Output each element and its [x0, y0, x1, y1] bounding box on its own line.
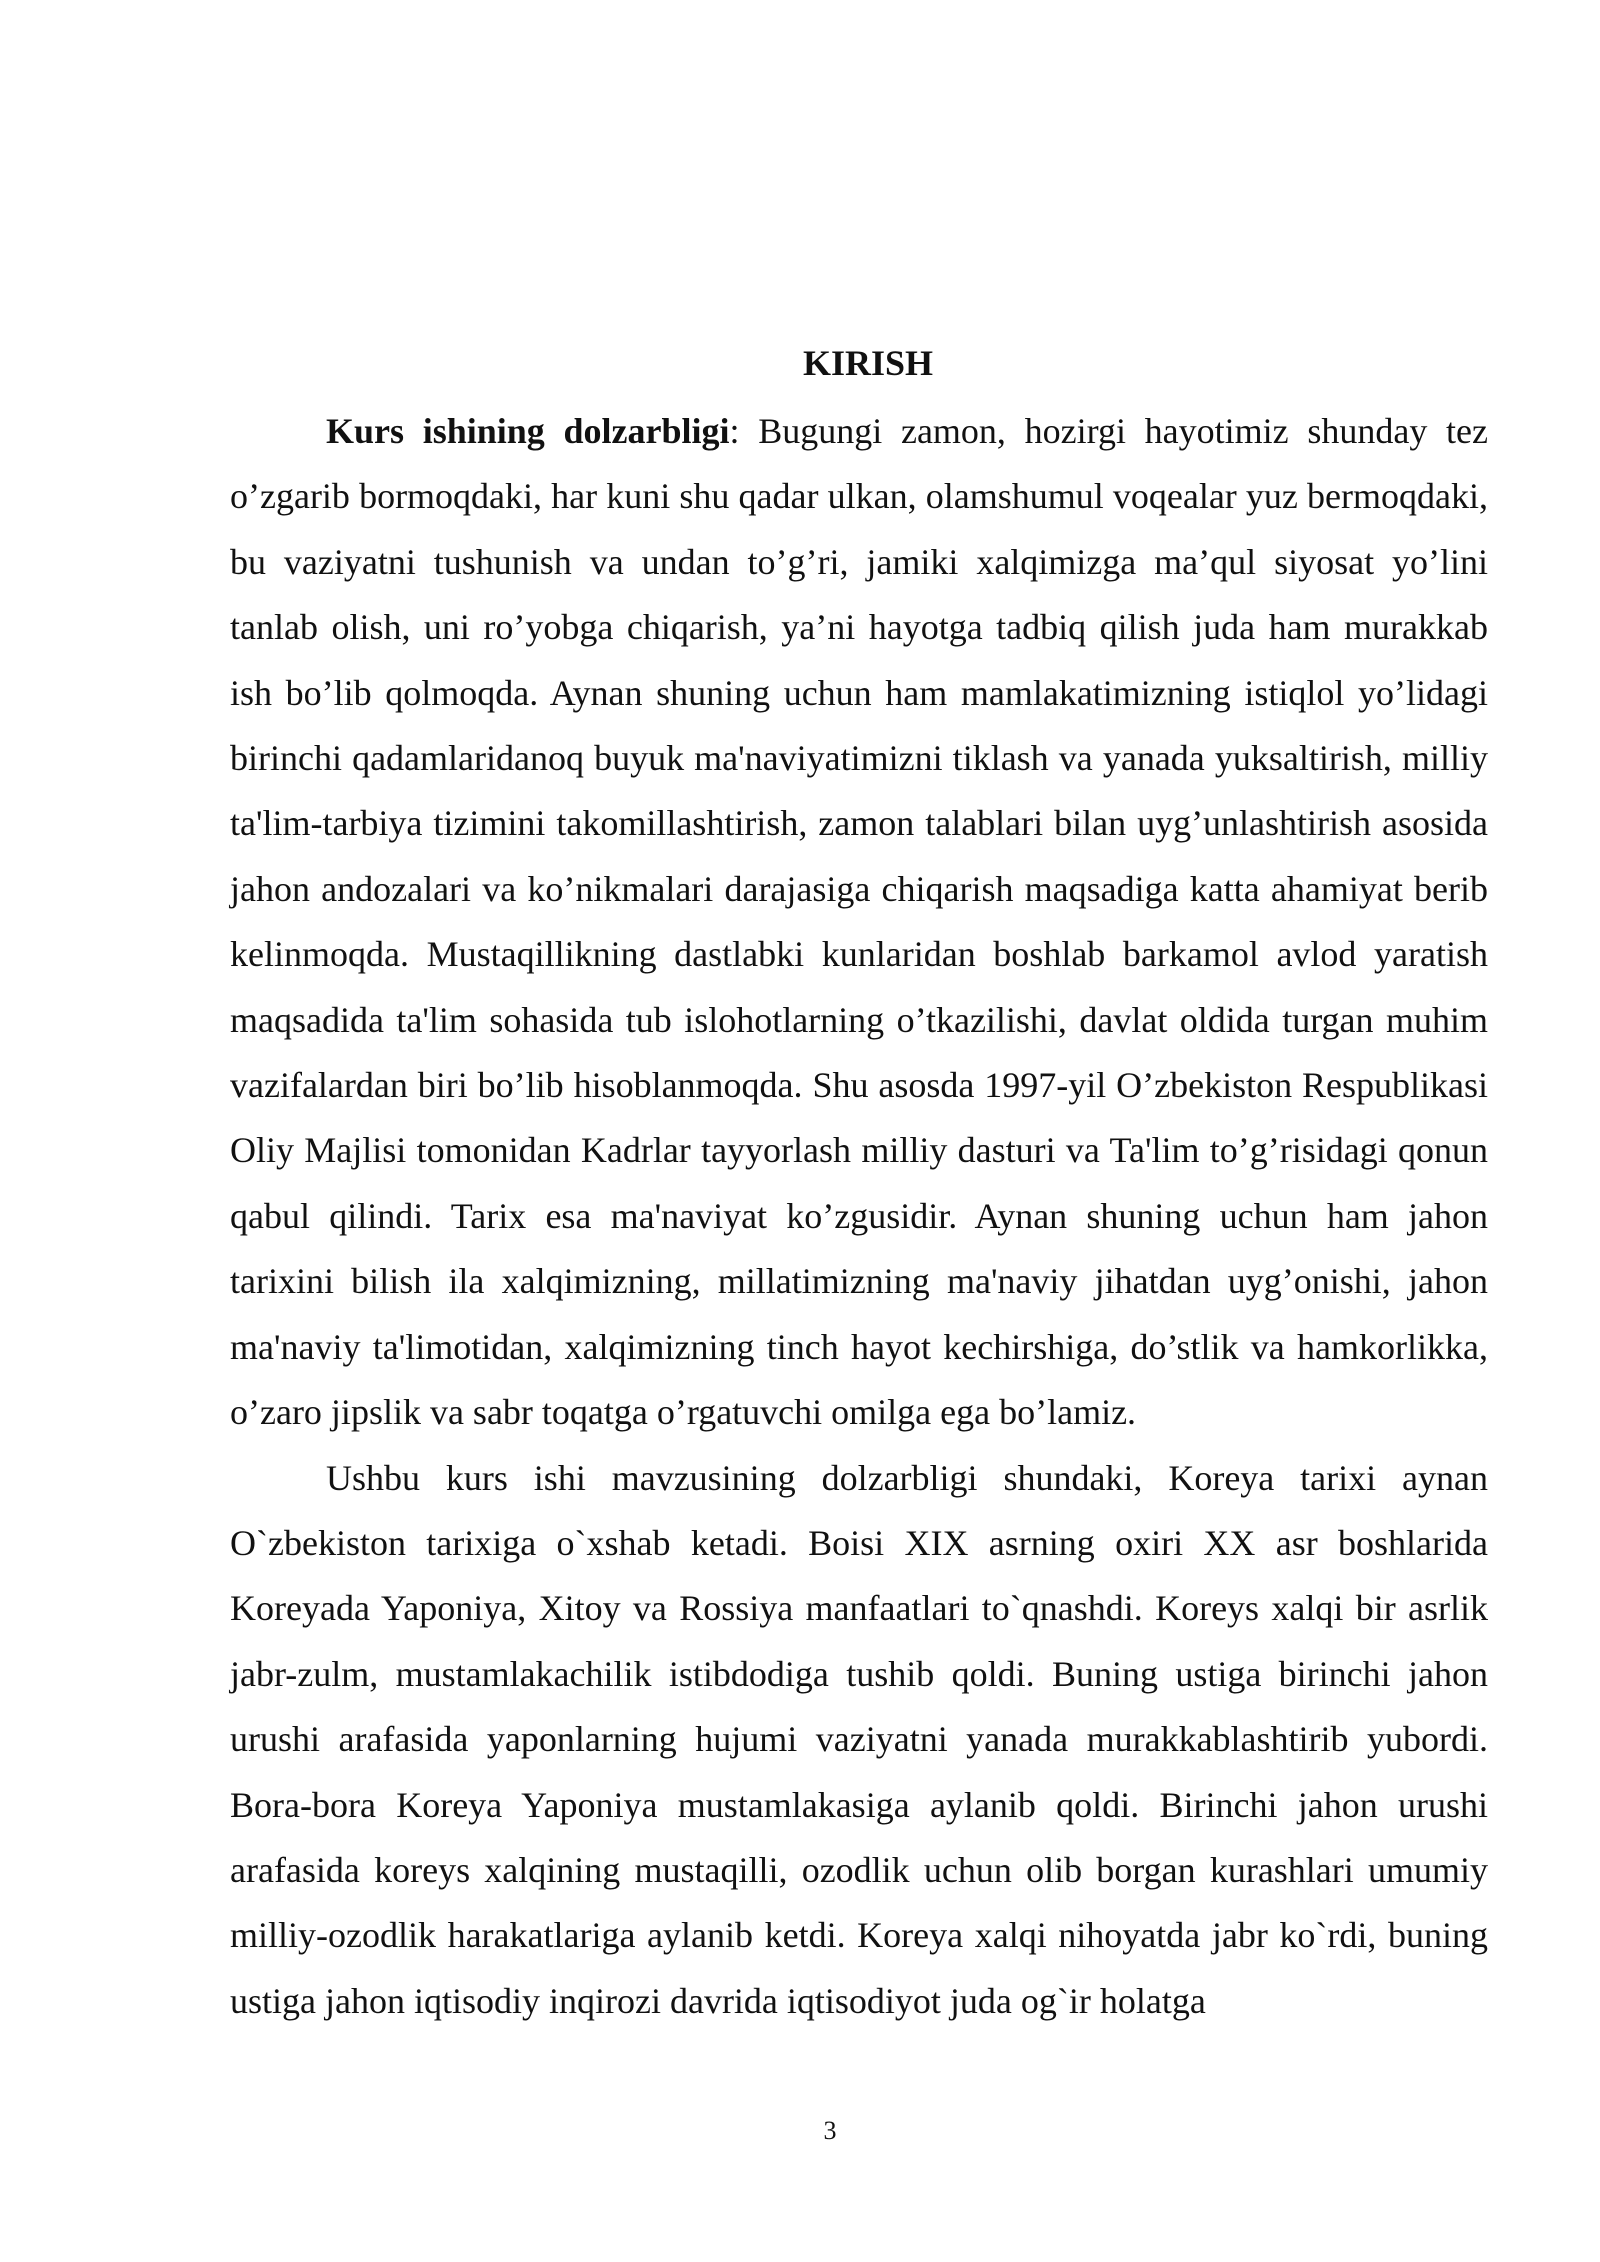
paragraph-lead-term: Kurs ishining dolzarbligi — [326, 411, 730, 451]
page-content — [230, 333, 1488, 2034]
page-number: 3 — [823, 2116, 837, 2145]
section-heading: KIRISH — [802, 343, 934, 383]
paragraph-topic-relevance: Ushbu kurs ishi mavzusining dolzarbligi shundaki, Koreya tarixi aynan O`zbekiston tarixiga o`xshab ketadi. Boisi XIX asrning oxiri XX asr boshlarida Koreyada Yaponiya, Xitoy va Rossiya manfaatlari to`qnashdi. Koreys xalqi bir asrlik jabr-zulm, mustamlakachilik istibdodiga tushib qoldi. Buning ustiga birinchi jahon urushi arafasida yaponlarning hujumi vaziyatni yanada murakkablashtirib yubordi. Bora-bora Koreya Yaponiya mustamlakasiga aylanib qoldi. Birinchi jahon urushi arafasida koreys xalqining mustaqilli, ozodlik uchun olib borgan kurashlari umumiy milliy-ozodlik harakatlariga aylanib ketdi. Koreya xalqi nihoyatda jabr ko`rdi, buning ustiga jahon iqtisodiy inqirozi davrida iqtisodiyot juda og`ir holatga — [230, 1457, 1488, 2021]
paragraph-body-text: : Bugungi zamon, hozirgi hayotimiz shunday tez o’zgarib bormoqdaki, har kuni shu qadar ulkan, olamshumul voqealar yuz bermoqdaki, bu vaziyatni tushunish va undan to’g’ri, jamiki xalqimizga ma’qul siyosat yo’lini tanlab olish, uni ro’yobga chiqarish, ya’ni hayotga tadbiq qilish juda ham murakkab ish bo’lib qolmoqda. Aynan shuning uchun ham mamlakatimizning istiqlol yo’lidagi birinchi qadamlaridanoq buyuk ma'naviyatimizni tiklash va yanada yuksaltirish, milliy ta'lim-tarbiya tizimini takomillashtirish, zamon talablari bilan uyg’unlashtirish asosida jahon andozalari va ko’nikmalari darajasiga chiqarish maqsadiga katta ahamiyat berib kelinmoqda. Mustaqillikning dastlabki kunlaridan boshlab barkamol avlod yaratish maqsadida ta'lim sohasida tub islohotlarning o’tkazilishi, davlat oldida turgan muhim vazifalardan biri bo’lib hisoblanmoqda. Shu asosda 1997-yil O’zbekiston Respublikasi Oliy Majlisi tomonidan Kadrlar tayyorlash milliy dasturi va Ta'lim to’g’risidagi qonun qabul qilindi. Tarix esa ma'naviyat ko’zgusidir. Aynan shuning uchun ham jahon tarixini bilish ila xalqimizning, millatimizning ma'naviy jihatdan uyg’onishi, jahon ma'naviy ta'limotidan, xalqimizning tinch hayot kechirshiga, do’stlik va hamkorlikka, o’zaro jipslik va sabr toqatga o’rgatuvchi omilga ega bo’lamiz. — [230, 411, 1488, 1433]
paragraph-relevance — [230, 399, 1488, 1446]
